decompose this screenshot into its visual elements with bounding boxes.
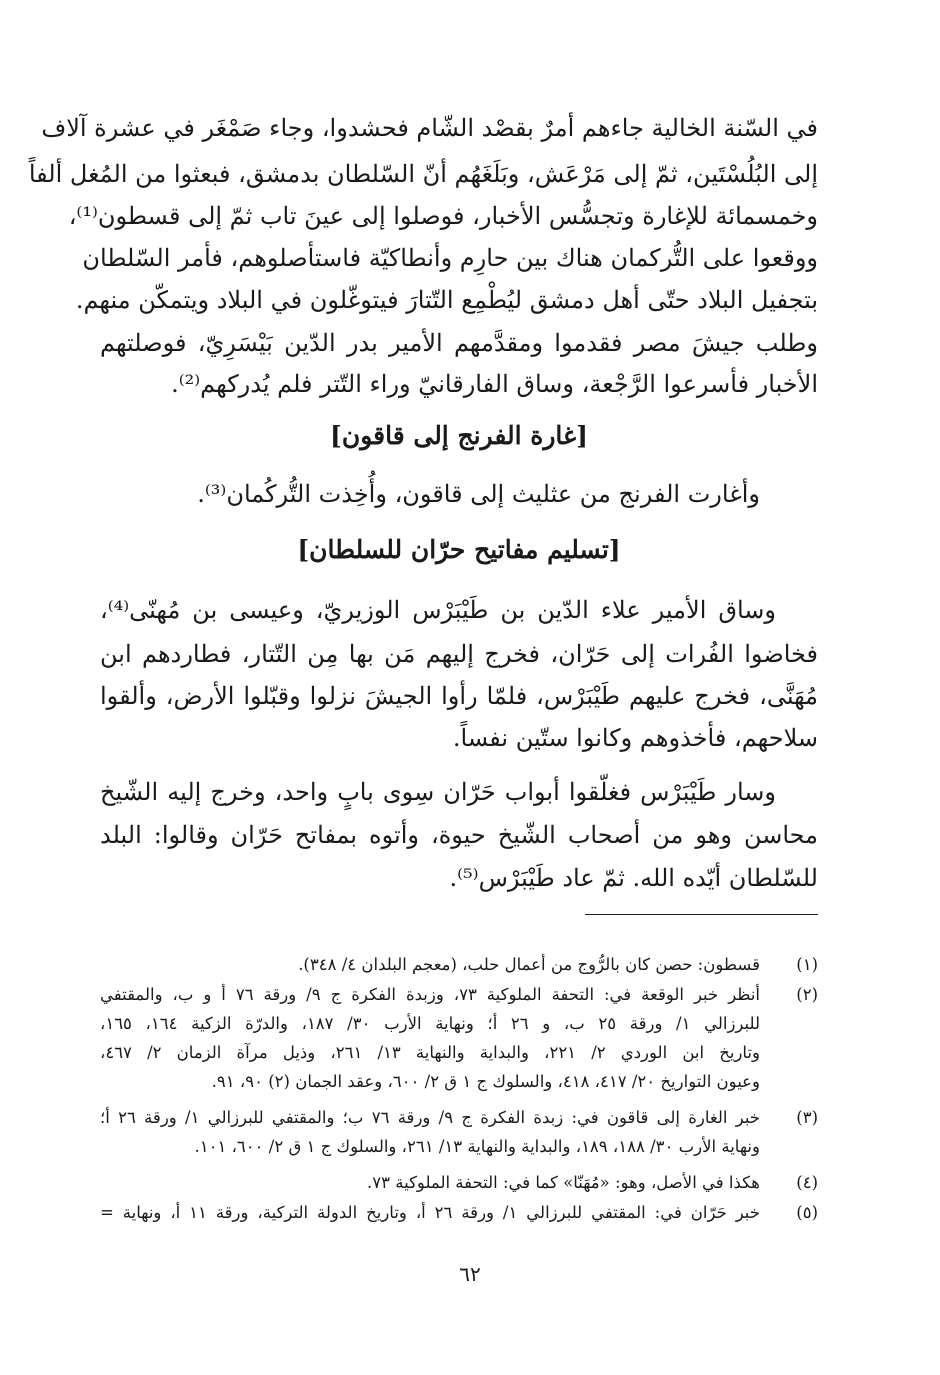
body-line: بتجفيل البلاد حتّى أهل دمشق ليُطْمِع التّتارَ فيتوغّلون في البلاد ويتمكّن منهم. <box>75 286 818 314</box>
footnote-number: (٤) <box>796 1173 818 1192</box>
footnote-number: (٣) <box>796 1108 818 1127</box>
footnote-number: (٥) <box>796 1203 818 1222</box>
footnote-text: وتاريخ ابن الوردي ٢/ ٢٢١، والبداية والنهاية ١٣/ ٢٦١، وذيل مرآة الزمان ٢/ ٤٦٧، <box>100 1043 761 1062</box>
body-line: وطلب جيشَ مصر فقدموا ومقدَّمهم الأمير بدر الدّين بَيْسَرِيّ، فوصلتهم <box>100 329 818 357</box>
footnote-text: للبرزالي ١/ ورقة ٢٥ ب، و ٢٦ أ؛ ونهاية الأرب ٣٠/ ١٨٧، والدرّة الزكية ١٦٤، ١٦٥، <box>100 1014 761 1033</box>
body-line: إلى البُلُسْتَين، ثمّ إلى مَرْعَش، وبَلَغَهُم أنّ السّلطان بدمشق، فبعثوا من المُغل ألفاً <box>28 160 818 188</box>
footnote-text: قسطون: حصن كان بالرُّوج من أعمال حلب، (معجم البلدان ٤/ ٣٤٨). <box>298 955 760 974</box>
body-line: فخاضوا الفُرات إلى حَرّان، فخرج إليهم مَن بها مِن التّتار، فطاردهم ابن <box>100 640 818 668</box>
body-line: وخمسمائة للإغارة وتجسُّس الأخبار، فوصلوا إلى عينَ تاب ثمّ إلى قسطون⁽¹⁾، <box>68 202 818 230</box>
body-line: سلاحهم، فأخذوهم وكانوا ستّين نفساً. <box>452 724 818 752</box>
footnote-separator <box>585 914 818 915</box>
footnote-text: خبر حَرّان في: المقتفي للبرزالي ١/ ورقة ٢٦ أ، وتاريخ الدولة التركية، ورقة ١١ أ، ونهاية = <box>100 1203 760 1222</box>
body-line: وأغارت الفرنج من عثليث إلى قاقون، وأُخِذت التُّركُمان⁽³⁾. <box>197 480 760 508</box>
body-line: الأخبار فأسرعوا الرَّجْعة، وساق الفارقانيّ وراء التّتر فلم يُدركهم⁽²⁾. <box>171 370 818 398</box>
footnote-text: أنظر خبر الوقعة في: التحفة الملوكية ٧٣، وزبدة الفكرة ج ٩/ ورقة ٧٦ أ و ب، والمقتفي <box>100 985 761 1004</box>
body-line: ووقعوا على التُّركمان هناك بين حارِم وأنطاكيّة فاستأصلوهم، فأمر السّلطان <box>82 244 818 272</box>
section-heading: [غارة الفرنج إلى قاقون] <box>330 421 588 450</box>
section-heading: [تسليم مفاتيح حرّان للسلطان] <box>297 535 621 564</box>
footnote-number: (٢) <box>796 985 818 1004</box>
body-line: محاسن وهو من أصحاب الشّيخ حيوة، وأتوه بمفاتح حَرّان وقالوا: البلد <box>100 821 818 849</box>
footnote-number: (١) <box>796 955 818 974</box>
body-line: مُهَنَّى، فخرج عليهم طَيْبَرْس، فلمّا رأوا الجيشَ نزلوا وقبّلوا الأرض، وألقوا <box>100 682 818 710</box>
body-line: في السّنة الخالية جاءهم أمرٌ بقصْد الشّام فحشدوا، وجاء صَمْغَر في عشرة آلاف <box>41 114 818 142</box>
body-line: وساق الأمير علاء الدّين بن طَيْبَرْس الوزيريّ، وعيسى بن مُهنّى⁽⁴⁾، <box>100 596 776 624</box>
footnote-text: وعيون التواريخ ٢٠/ ٤١٧، ٤١٨، والسلوك ج ١ ق ٢/ ٦٠٠، وعقد الجمان (٢) ٩٠، ٩١. <box>211 1072 760 1091</box>
footnote-text: خبر الغارة إلى قاقون في: زبدة الفكرة ج ٩/ ورقة ٧٦ ب؛ والمقتفي للبرزالي ١/ ورقة ٢٦ أ؛ <box>100 1108 760 1127</box>
body-line: للسّلطان أيّده الله. ثمّ عاد طَيْبَرْس⁽⁵⁾. <box>449 864 818 892</box>
footnote-text: هكذا في الأصل، وهو: «مُهَنّا» كما في: التحفة الملوكية ٧٣. <box>367 1173 760 1192</box>
page-number: ٦٢ <box>459 1262 481 1286</box>
body-line: وسار طَيْبَرْس فغلّقوا أبواب حَرّان سِوى بابٍ واحد، وخرج إليه الشّيخ <box>100 778 776 806</box>
footnote-text: ونهاية الأرب ٣٠/ ١٨٨، ١٨٩، والبداية والنهاية ١٣/ ٢٦١، والسلوك ج ١ ق ٢/ ٦٠٠، ١٠١. <box>194 1137 760 1156</box>
